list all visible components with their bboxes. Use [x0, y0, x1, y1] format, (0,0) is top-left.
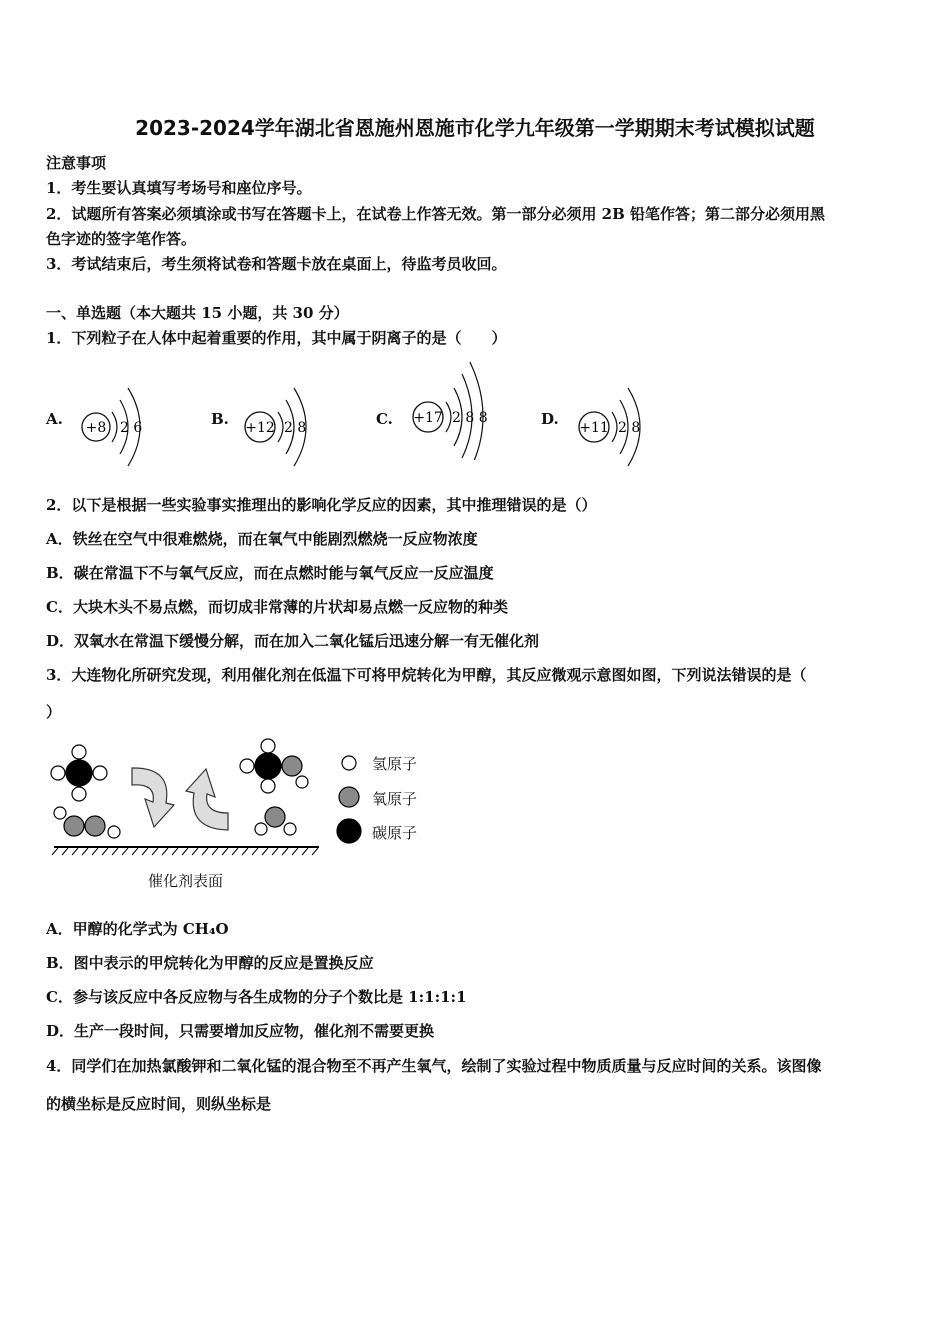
legend-hydrogen: 氢原子	[372, 755, 418, 773]
legend-oxygen: 氧原子	[372, 790, 418, 808]
q1-b-nucleus: +12	[245, 420, 275, 436]
q1-stem: 1．下列粒子在人体中起着重要的作用，其中属于阴离子的是（ ）	[46, 329, 507, 347]
q1-b-shells: 2 8	[284, 420, 307, 436]
notice-item-1: 1．考生要认真填写考场号和座位序号。	[46, 179, 312, 197]
q3-option-d: D．生产一段时间，只需要增加反应物，催化剂不需要更换	[46, 1022, 435, 1040]
q4-stem-cont: 的横坐标是反应时间，则纵坐标是	[46, 1095, 272, 1113]
q3-option-c: C．参与该反应中各反应物与各生成物的分子个数比是 1:1:1:1	[46, 988, 467, 1006]
q1-c-nucleus: +17	[413, 410, 443, 426]
legend-hydrogen-marker	[342, 756, 356, 770]
curved-arrow-down-icon	[132, 768, 174, 827]
q1-option-d-diagram	[574, 380, 664, 470]
catalyst-surface-label: 催化剂表面	[148, 872, 224, 890]
q1-a-nucleus: +8	[85, 420, 107, 436]
q2-option-d: D．双氧水在常温下缓慢分解，而在加入二氧化锰后迅速分解一有无催化剂	[46, 632, 540, 650]
oxygen-molecule	[54, 807, 120, 838]
q3-stem-end: ）	[46, 703, 62, 721]
q1-option-b-diagram	[240, 380, 330, 470]
page-title: 2023-2024学年湖北省恩施州恩施市化学九年级第一学期期末考试模拟试题	[135, 116, 815, 140]
legend-oxygen-marker	[339, 787, 359, 807]
q3-option-a: A．甲醇的化学式为 CH₄O	[46, 920, 229, 938]
water-molecule	[255, 807, 296, 835]
notice-item-2-cont: 色字迹的签字笔作答。	[46, 230, 197, 248]
q4-stem: 4．同学们在加热氯酸钾和二氧化锰的混合物至不再产生氧气，绘制了实验过程中物质质量与反应时间的关系。该图像	[46, 1057, 822, 1075]
notice-item-2: 2．试题所有答案必须填涂或书写在答题卡上，在试卷上作答无效。第一部分必须用 2B 铅笔作答；第二部分必须用黑	[46, 205, 826, 223]
q2-option-c: C．大块木头不易点燃，而切成非常薄的片状却易点燃一反应物的种类	[46, 598, 508, 616]
q1-c-shells: 2 8 8	[452, 410, 488, 426]
q1-d-shells: 2 8	[618, 420, 641, 436]
section-heading: 一、单选题（本大题共 15 小题，共 30 分）	[46, 304, 349, 322]
q3-stem: 3．大连物化所研究发现，利用催化剂在低温下可将甲烷转化为甲醇，其反应微观示意图如图，下列说法错误的是（	[46, 666, 807, 684]
q1-a-shells: 2 6	[120, 420, 143, 436]
legend-carbon-marker	[337, 819, 361, 843]
curved-arrow-up-icon	[186, 769, 228, 830]
q1-option-a-diagram	[76, 380, 166, 470]
q1-d-nucleus: +11	[579, 420, 609, 436]
q1-option-c-label: C.	[376, 410, 393, 428]
notice-heading: 注意事项	[46, 154, 107, 172]
q3-option-b: B．图中表示的甲烷转化为甲醇的反应是置换反应	[46, 954, 374, 972]
q1-option-d-label: D.	[541, 410, 559, 428]
q1-option-b-label: B.	[211, 410, 229, 428]
q2-option-a: A．铁丝在空气中很难燃烧，而在氧气中能剧烈燃烧一反应物浓度	[46, 530, 478, 548]
methanol-molecule	[240, 739, 308, 793]
q2-option-b: B．碳在常温下不与氧气反应，而在点燃时能与氧气反应一反应温度	[46, 564, 494, 582]
q2-stem: 2．以下是根据一些实验事实推理出的影响化学反应的因素，其中推理错误的是（）	[46, 496, 597, 514]
legend-carbon: 碳原子	[372, 824, 418, 842]
methane-molecule	[51, 745, 107, 801]
notice-item-3: 3．考试结束后，考生须将试卷和答题卡放在桌面上，待监考员收回。	[46, 255, 507, 273]
q1-option-a-label: A.	[46, 410, 63, 428]
q1-option-c-diagram	[408, 360, 508, 460]
